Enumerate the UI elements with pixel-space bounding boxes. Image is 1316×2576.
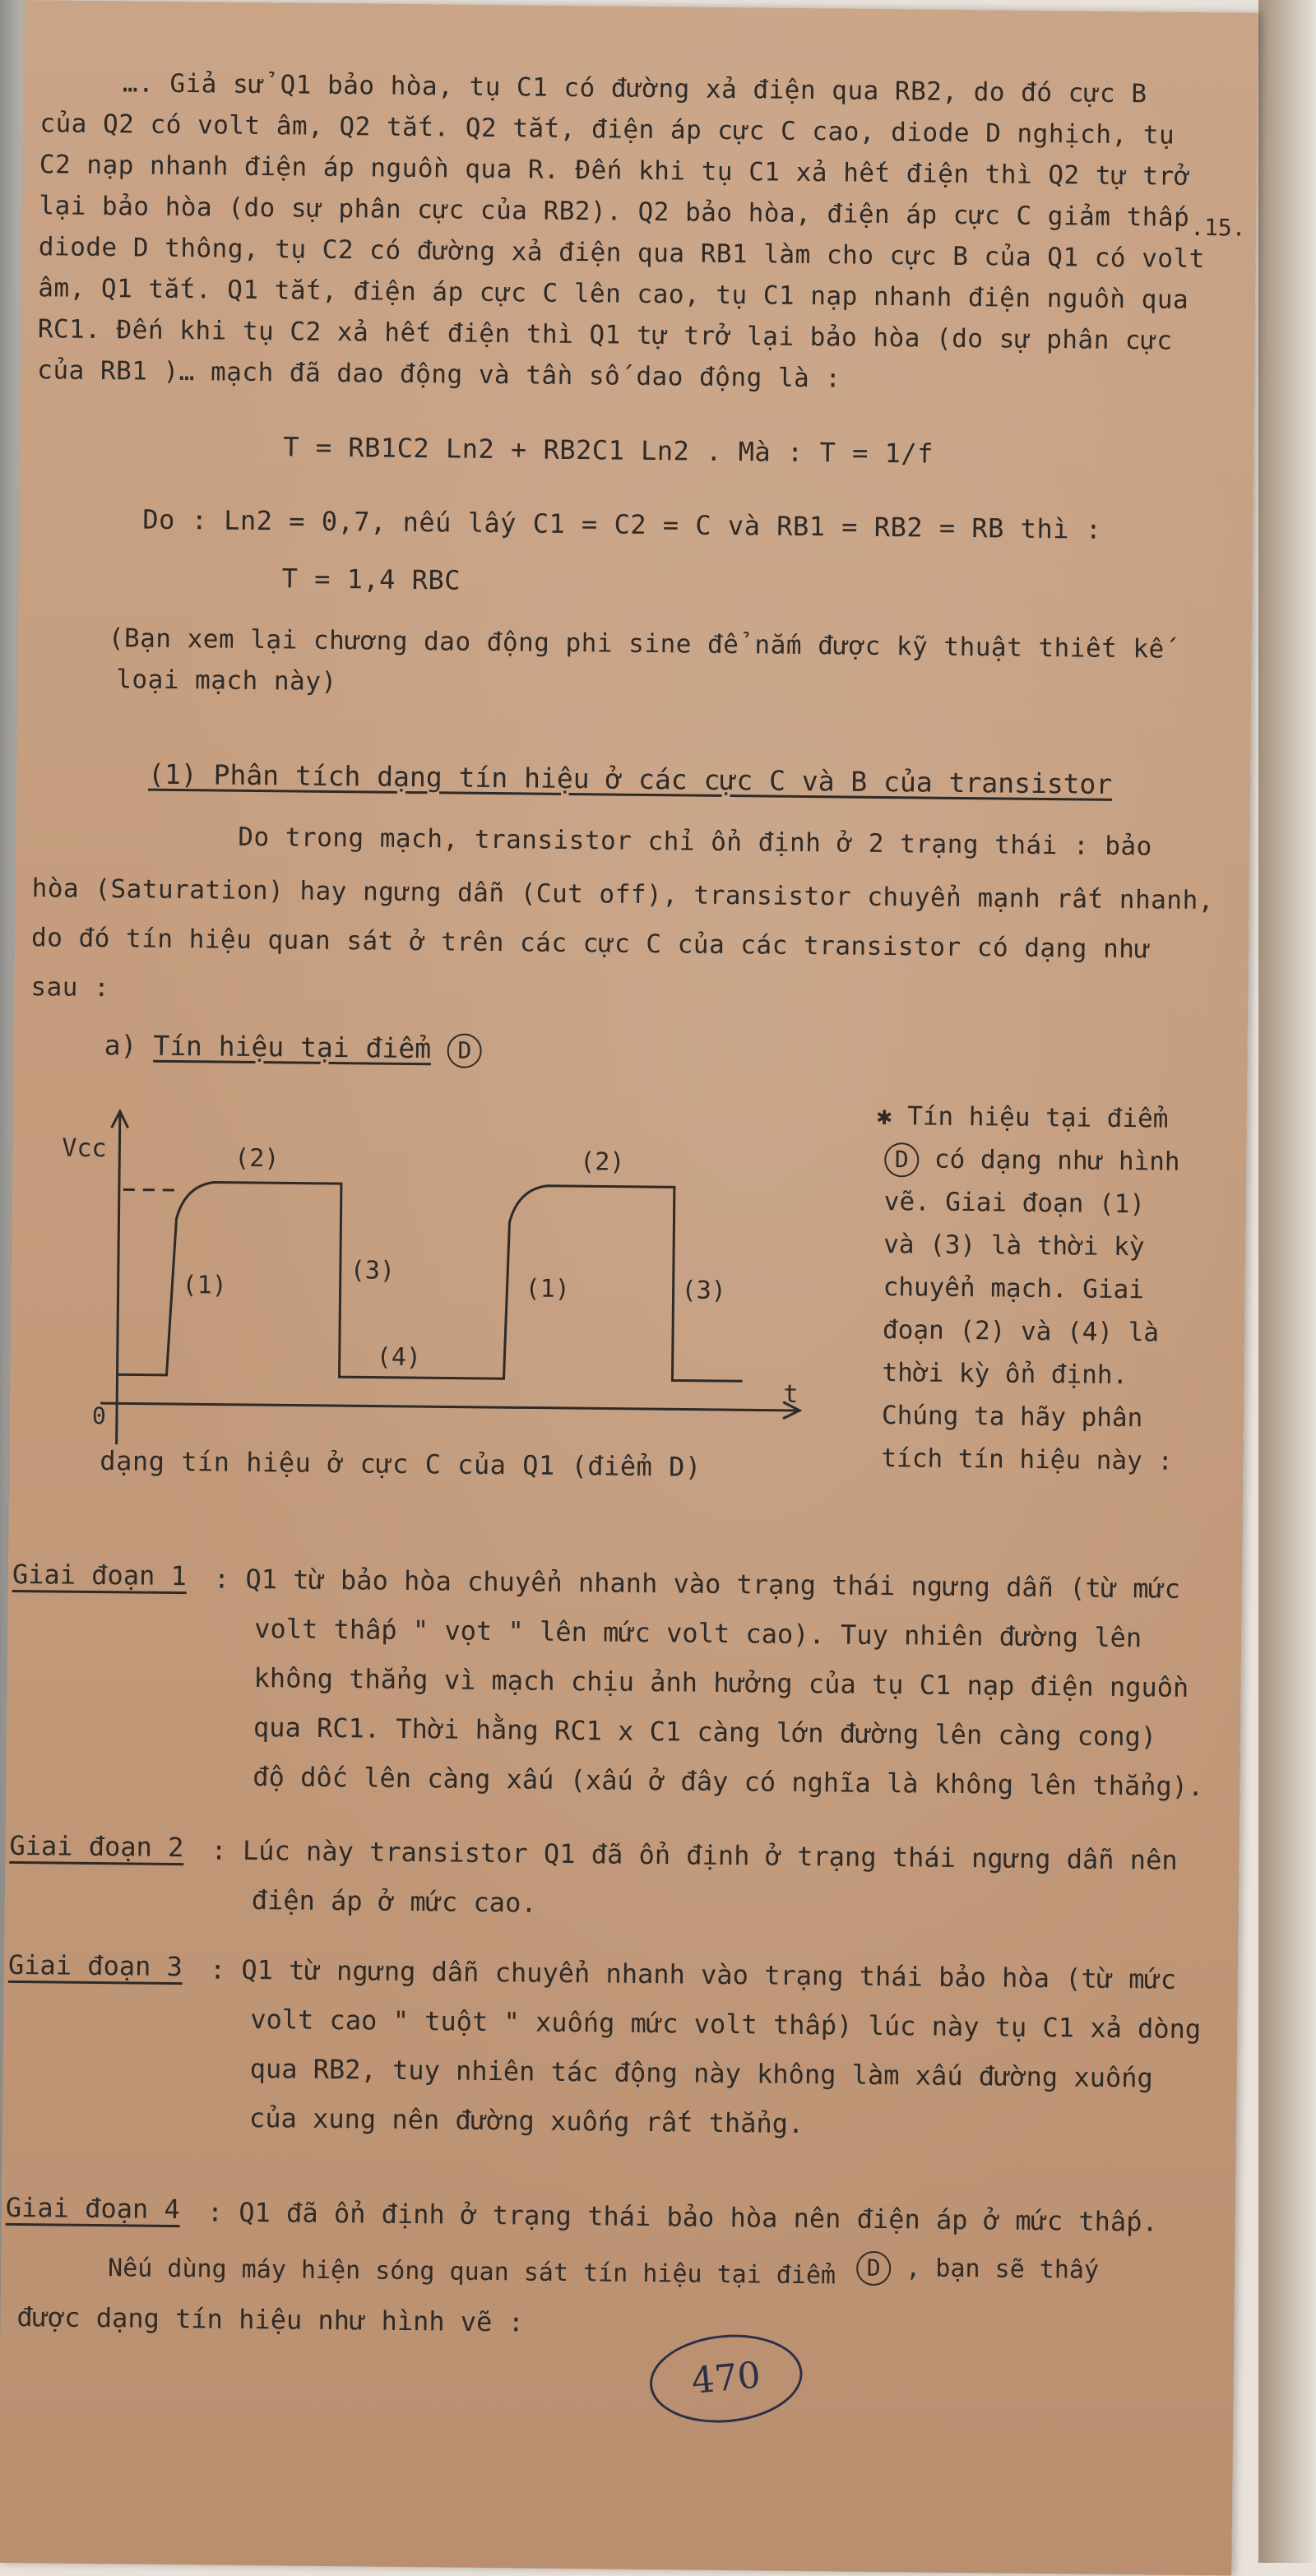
side-note-line: vẽ. Giai đoạn (1) — [883, 1187, 1146, 1220]
x-axis-label: t — [783, 1379, 799, 1409]
closing-line: được dạng tín hiệu như hình vẽ : — [16, 2301, 525, 2338]
phase-label: (4) — [376, 1342, 422, 1373]
section-heading: (1) Phân tích dạng tín hiệu ở các cực C và B của transistor — [147, 758, 1113, 800]
stage-4-tail-row — [856, 2246, 1099, 2293]
intro-line: …. Giả sử Q1 bảo hòa, tụ C1 có đường xả điện qua RB2, do đó cực B — [122, 68, 1147, 109]
phase-label: (3) — [681, 1276, 726, 1306]
phase-label: (1) — [182, 1271, 228, 1300]
origin-label: 0 — [91, 1402, 107, 1430]
phase-label: (1) — [525, 1274, 570, 1304]
stage-2-line: : Lúc này transistor Q1 đã ổn định ở trạng thái ngưng dẫn nên — [211, 1834, 1178, 1876]
stage-3-line: qua RB2, tuy nhiên tác động này không làm xấu đường xuống — [249, 2053, 1153, 2094]
intro-line: lại bảo hòa (do sự phân cực của RB2). Q2 bảo hòa, điện áp cực C giảm thấp — [39, 191, 1190, 233]
section-line: Do trong mạch, transistor chỉ ổn định ở 2 trạng thái : bảo — [238, 822, 1152, 862]
phase-label: (3) — [350, 1256, 396, 1286]
stage-1-line: độ dốc lên càng xấu (xấu ở đây có nghĩa là không lên thẳng). — [253, 1761, 1204, 1803]
waveform-graph — [42, 1102, 836, 1497]
phase-label: (2) — [234, 1143, 280, 1174]
note-line: loại mạch này) — [116, 665, 337, 697]
side-note-line: có dạng như hình — [934, 1144, 1180, 1177]
sub-heading-prefix: a) — [104, 1029, 137, 1062]
side-note-line: thời kỳ ổn định. — [882, 1358, 1128, 1391]
stage-3-line: volt cao " tuột " xuống mức volt thấp) lúc này tụ C1 xả dòng — [250, 2004, 1202, 2046]
y-axis-label: Vcc — [62, 1133, 107, 1164]
side-note-line: Chúng ta hãy phân — [881, 1401, 1143, 1434]
section-line: hòa (Saturation) hay ngưng dẫn (Cut off), transistor chuyển mạnh rất nhanh, — [31, 873, 1215, 916]
stage-3-line: : Q1 từ ngưng dẫn chuyển nhanh vào trạng thái bảo hòa (từ mức — [209, 1953, 1177, 1995]
section-line: do đó tín hiệu quan sát ở trên các cực C của các transistor có dạng như — [30, 923, 1151, 965]
intro-line: của Q2 có volt âm, Q2 tắt. Q2 tắt, điện áp cực C cao, diode D nghịch, tụ — [39, 109, 1175, 151]
stage-1-line: volt thấp " vọt " lên mức volt cao). Tuy nhiên đường lên — [254, 1613, 1142, 1654]
closing-line: Nếu dùng máy hiện sóng quan sát tín hiệu tại điểm — [107, 2254, 836, 2291]
side-note-line: tích tín hiệu này : — [881, 1443, 1174, 1476]
side-note-line: và (3) là thời kỳ — [883, 1230, 1145, 1263]
point-d-mark: D — [856, 2251, 891, 2286]
side-note-line: ✱ Tín hiệu tại điểm — [876, 1100, 1169, 1134]
stage-1-label: Giai đoạn 1 — [12, 1558, 188, 1592]
formula-period: T = RB1C2 Ln2 + RB2C1 Ln2 . Mà : T = 1/f — [283, 431, 934, 470]
intro-line: của RB1 )… mạch đã dao động và tần số dao động là : — [37, 355, 841, 394]
vcc-dash — [123, 1189, 181, 1190]
point-d-mark: D — [884, 1142, 919, 1177]
stage-4-text: : Q1 đã ổn định ở trạng thái bảo hòa nên điện áp ở mức thấp. — [206, 2196, 1158, 2238]
stage-2-line: điện áp ở mức cao. — [251, 1884, 537, 1919]
side-page-marker: .15. — [1190, 213, 1246, 242]
intro-line: diode D thông, tụ C2 có đường xả điện qua RB1 làm cho cực B của Q1 có volt — [38, 232, 1206, 275]
intro-line: C2 nạp nhanh điện áp nguồn qua R. Đến khi tụ C1 xả hết điện thì Q2 tự trở — [39, 150, 1190, 192]
side-note-line: đoạn (2) và (4) là — [882, 1315, 1160, 1348]
sub-heading — [104, 1029, 482, 1068]
phase-label: (2) — [580, 1147, 625, 1177]
intro-line: RC1. Đến khi tụ C2 xả hết điện thì Q1 tự trở lại bảo hòa (do sự phân cực — [37, 314, 1173, 356]
stage-4-tail: , bạn sẽ thấy — [906, 2254, 1100, 2285]
stage-3-line: của xung nên đường xuống rất thẳng. — [248, 2102, 804, 2140]
sub-heading-text: Tín hiệu tại điểm — [153, 1029, 432, 1065]
side-note-row — [884, 1137, 1180, 1184]
formula-result: T = 1,4 RBC — [281, 563, 461, 596]
y-axis — [117, 1111, 120, 1444]
stage-1-line: qua RC1. Thời hằng RC1 x C1 càng lớn đường lên càng cong) — [253, 1712, 1157, 1753]
x-axis — [100, 1403, 799, 1411]
graph-caption: dạng tín hiệu ở cực C của Q1 (điểm D) — [100, 1445, 702, 1483]
stage-1-line: : Q1 từ bảo hòa chuyển nhanh vào trạng thái ngưng dẫn (từ mức — [213, 1563, 1181, 1605]
stage-2-label: Giai đoạn 2 — [9, 1829, 184, 1864]
side-note-line: chuyển mạch. Giai — [883, 1272, 1145, 1305]
formula-condition: Do : Ln2 = 0,7, nếu lấy C1 = C2 = C và RB1 = RB2 = RB thì : — [142, 503, 1102, 545]
point-d-mark: D — [447, 1033, 482, 1068]
stage-3-label: Giai đoạn 3 — [7, 1948, 183, 1983]
stage-1-line: không thẳng vì mạch chịu ảnh hưởng của tụ C1 nạp điện nguồn — [253, 1662, 1189, 1703]
note-line: (Bạn xem lại chương dao động phi sine để nắm được kỹ thuật thiết kế — [108, 623, 1165, 665]
page-number: 470 — [646, 2328, 806, 2430]
right-page-stack — [1258, 0, 1316, 2563]
stage-4-label: Giai đoạn 4 — [5, 2191, 181, 2226]
stage-4-line — [207, 2189, 1158, 2244]
intro-line: âm, Q1 tắt. Q1 tắt, điện áp cực C lên cao, tụ C1 nạp nhanh điện nguồn qua — [38, 273, 1189, 315]
section-line: sau : — [30, 972, 110, 1003]
